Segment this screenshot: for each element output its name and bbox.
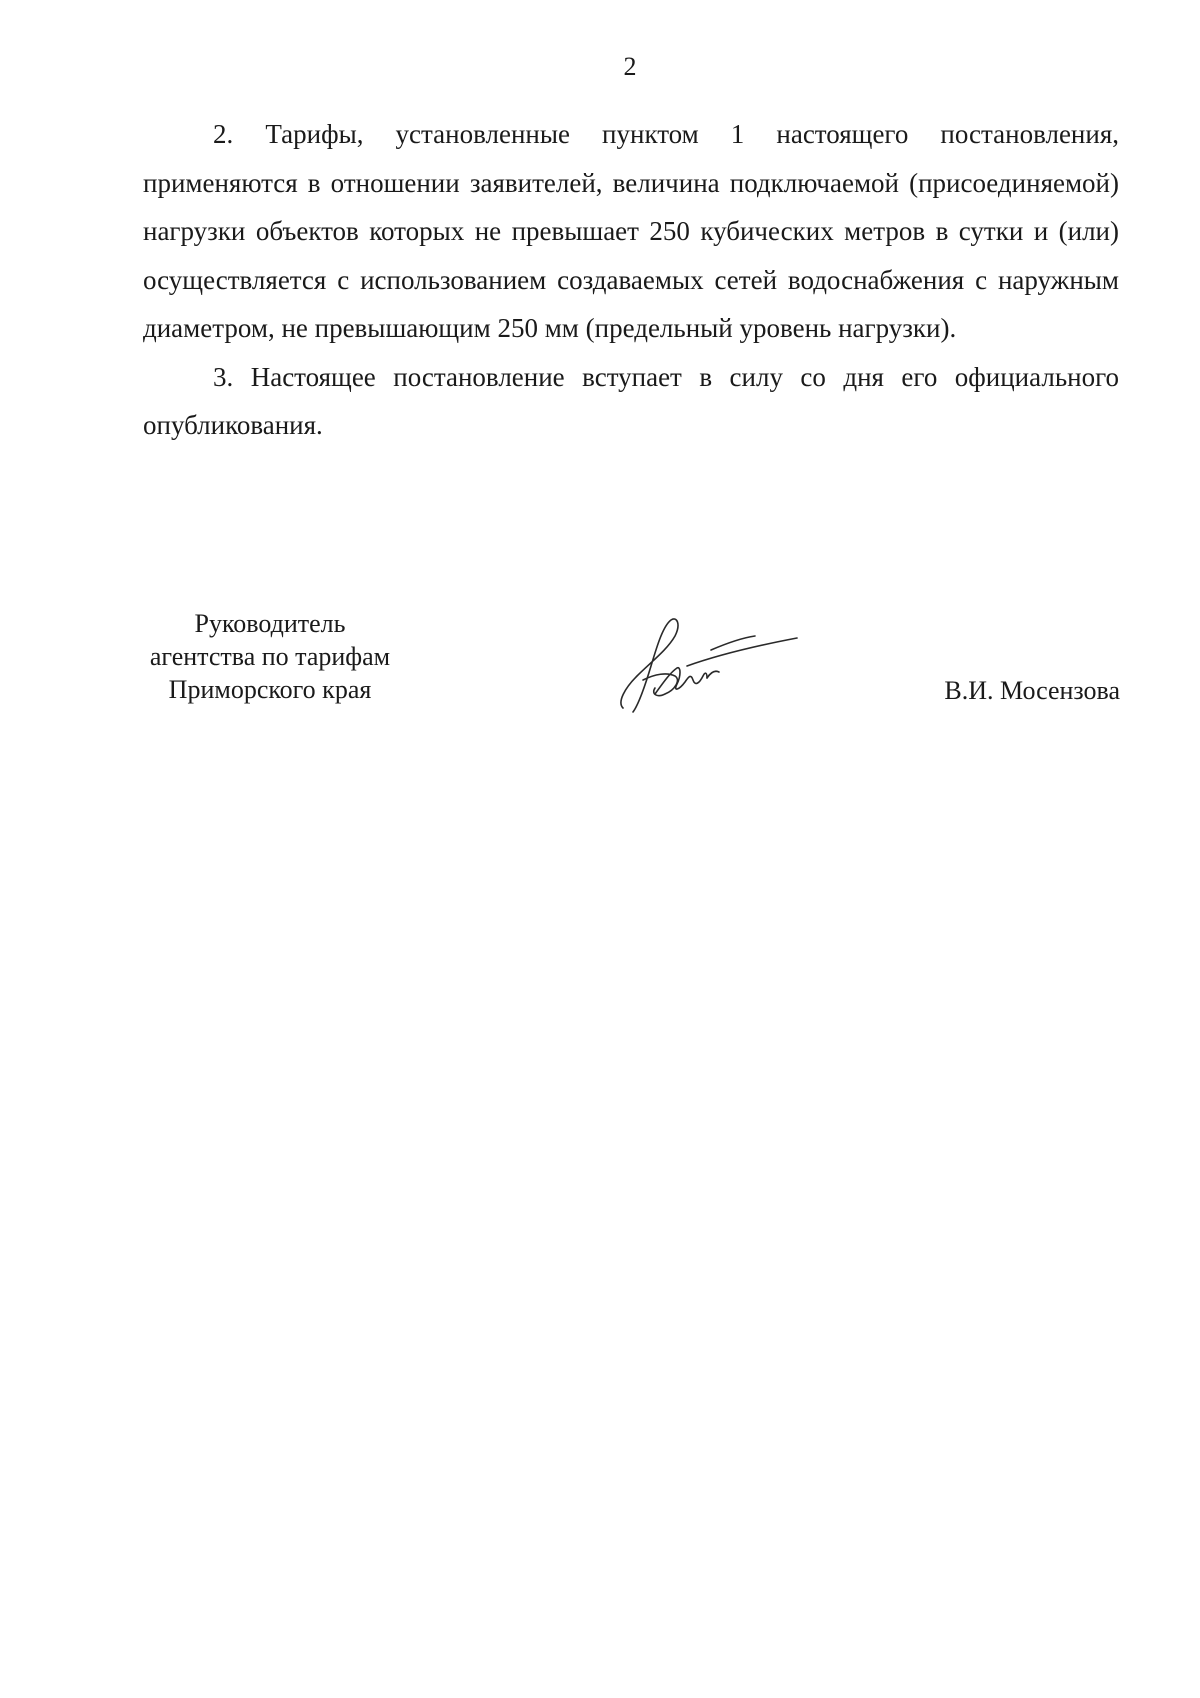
handwritten-signature-icon	[615, 610, 815, 720]
document-body	[143, 110, 1119, 450]
signatory-position-line-1: Руководитель	[194, 609, 346, 638]
page-number: 2	[623, 52, 637, 81]
paragraph-2: 2. Тарифы, установленные пунктом 1 настоящего постановления, применяются в отношении заявителей, величина подключаемой (присоединяемой) нагрузки объектов которых не превышает 250 кубических метров в сутки и (или) осуществляется с использованием создаваемых сетей водоснабжения с наружным диаметром, не превышающим 250 мм (предельный уровень нагрузки).	[143, 119, 1119, 343]
signatory-position-line-3: Приморского края	[168, 675, 372, 704]
signatory-name: В.И. Мосензова	[944, 676, 1120, 705]
signatory-position	[120, 607, 420, 706]
paragraph-3: 3. Настоящее постановление вступает в силу со дня его официального опубликования.	[143, 361, 1119, 440]
signatory-position-line-2: агентства по тарифам	[149, 642, 391, 671]
